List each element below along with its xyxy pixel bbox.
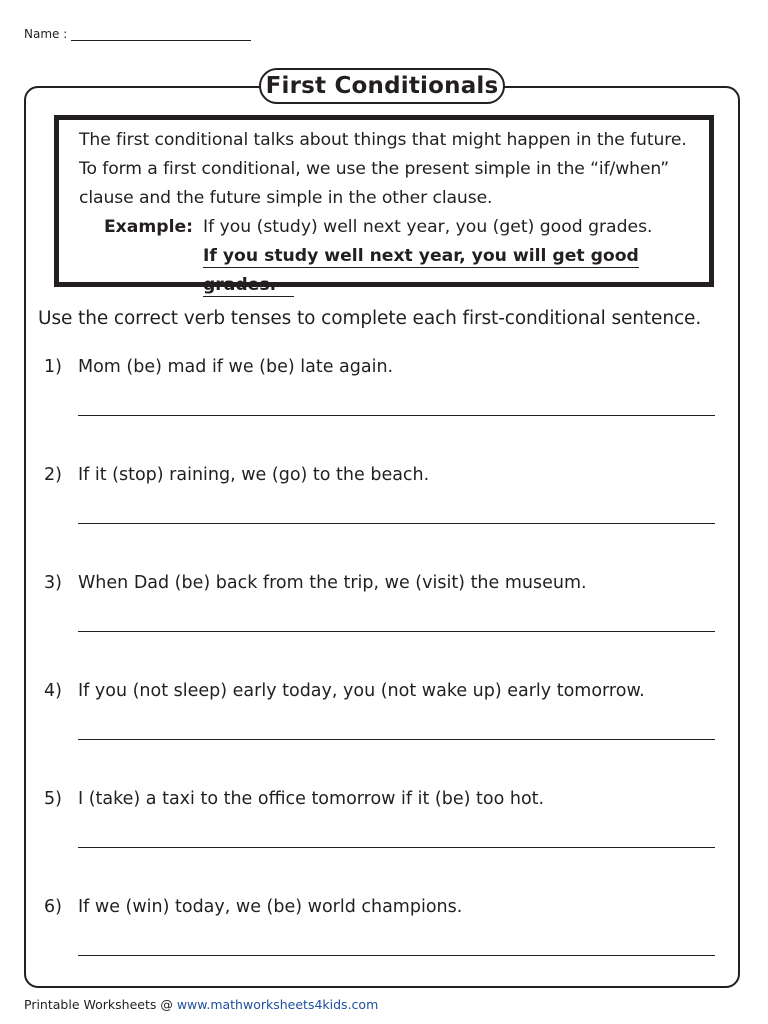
instructions: Use the correct verb tenses to complete each first-conditional sentence. [38, 308, 702, 329]
question-text: If you (not sleep) early today, you (not wake up) early tomorrow. [78, 681, 645, 701]
question-number: 6) [44, 897, 62, 917]
title-text: First Conditionals [265, 73, 499, 99]
footer-label: Printable Worksheets @ [24, 997, 177, 1012]
question-text: I (take) a taxi to the office tomorrow if it (be) too hot. [78, 789, 545, 809]
intro-text: The first conditional talks about things that might happen in the future. To form a first conditional, we use the present simple in the “if/when” clause and the future simple in the other clause. [79, 130, 687, 208]
answer-line[interactable] [78, 523, 715, 524]
question-number: 5) [44, 789, 62, 809]
answer-line[interactable] [78, 739, 715, 740]
example-row [79, 213, 691, 242]
example-text: If you (study) well next year, you (get) good grades. [203, 217, 653, 237]
example-label: Example: [103, 217, 193, 237]
answer-line[interactable] [78, 415, 715, 416]
answer-line[interactable] [78, 631, 715, 632]
answer-line[interactable] [78, 955, 715, 956]
question-number: 1) [44, 357, 62, 377]
worksheet-title [259, 68, 505, 104]
question-text: If we (win) today, we (be) world champions. [78, 897, 463, 917]
footer-site-link[interactable]: www.mathworksheets4kids.com [176, 997, 379, 1012]
answer-line[interactable] [78, 847, 715, 848]
question-text: When Dad (be) back from the trip, we (visit) the museum. [78, 573, 587, 593]
question-number: 2) [44, 465, 62, 485]
name-blank-line[interactable] [71, 26, 251, 41]
example-answer: If you study well next year, you will get good grades. [203, 246, 639, 295]
question-text: If it (stop) raining, we (go) to the beach. [78, 465, 430, 485]
question-number: 4) [44, 681, 62, 701]
question-text: Mom (be) mad if we (be) late again. [78, 357, 394, 377]
footer [24, 997, 378, 1012]
question-number: 3) [44, 573, 62, 593]
name-label: Name : [24, 27, 68, 41]
name-field [24, 26, 251, 41]
info-box [54, 115, 714, 295]
example-answer-row [79, 242, 691, 300]
